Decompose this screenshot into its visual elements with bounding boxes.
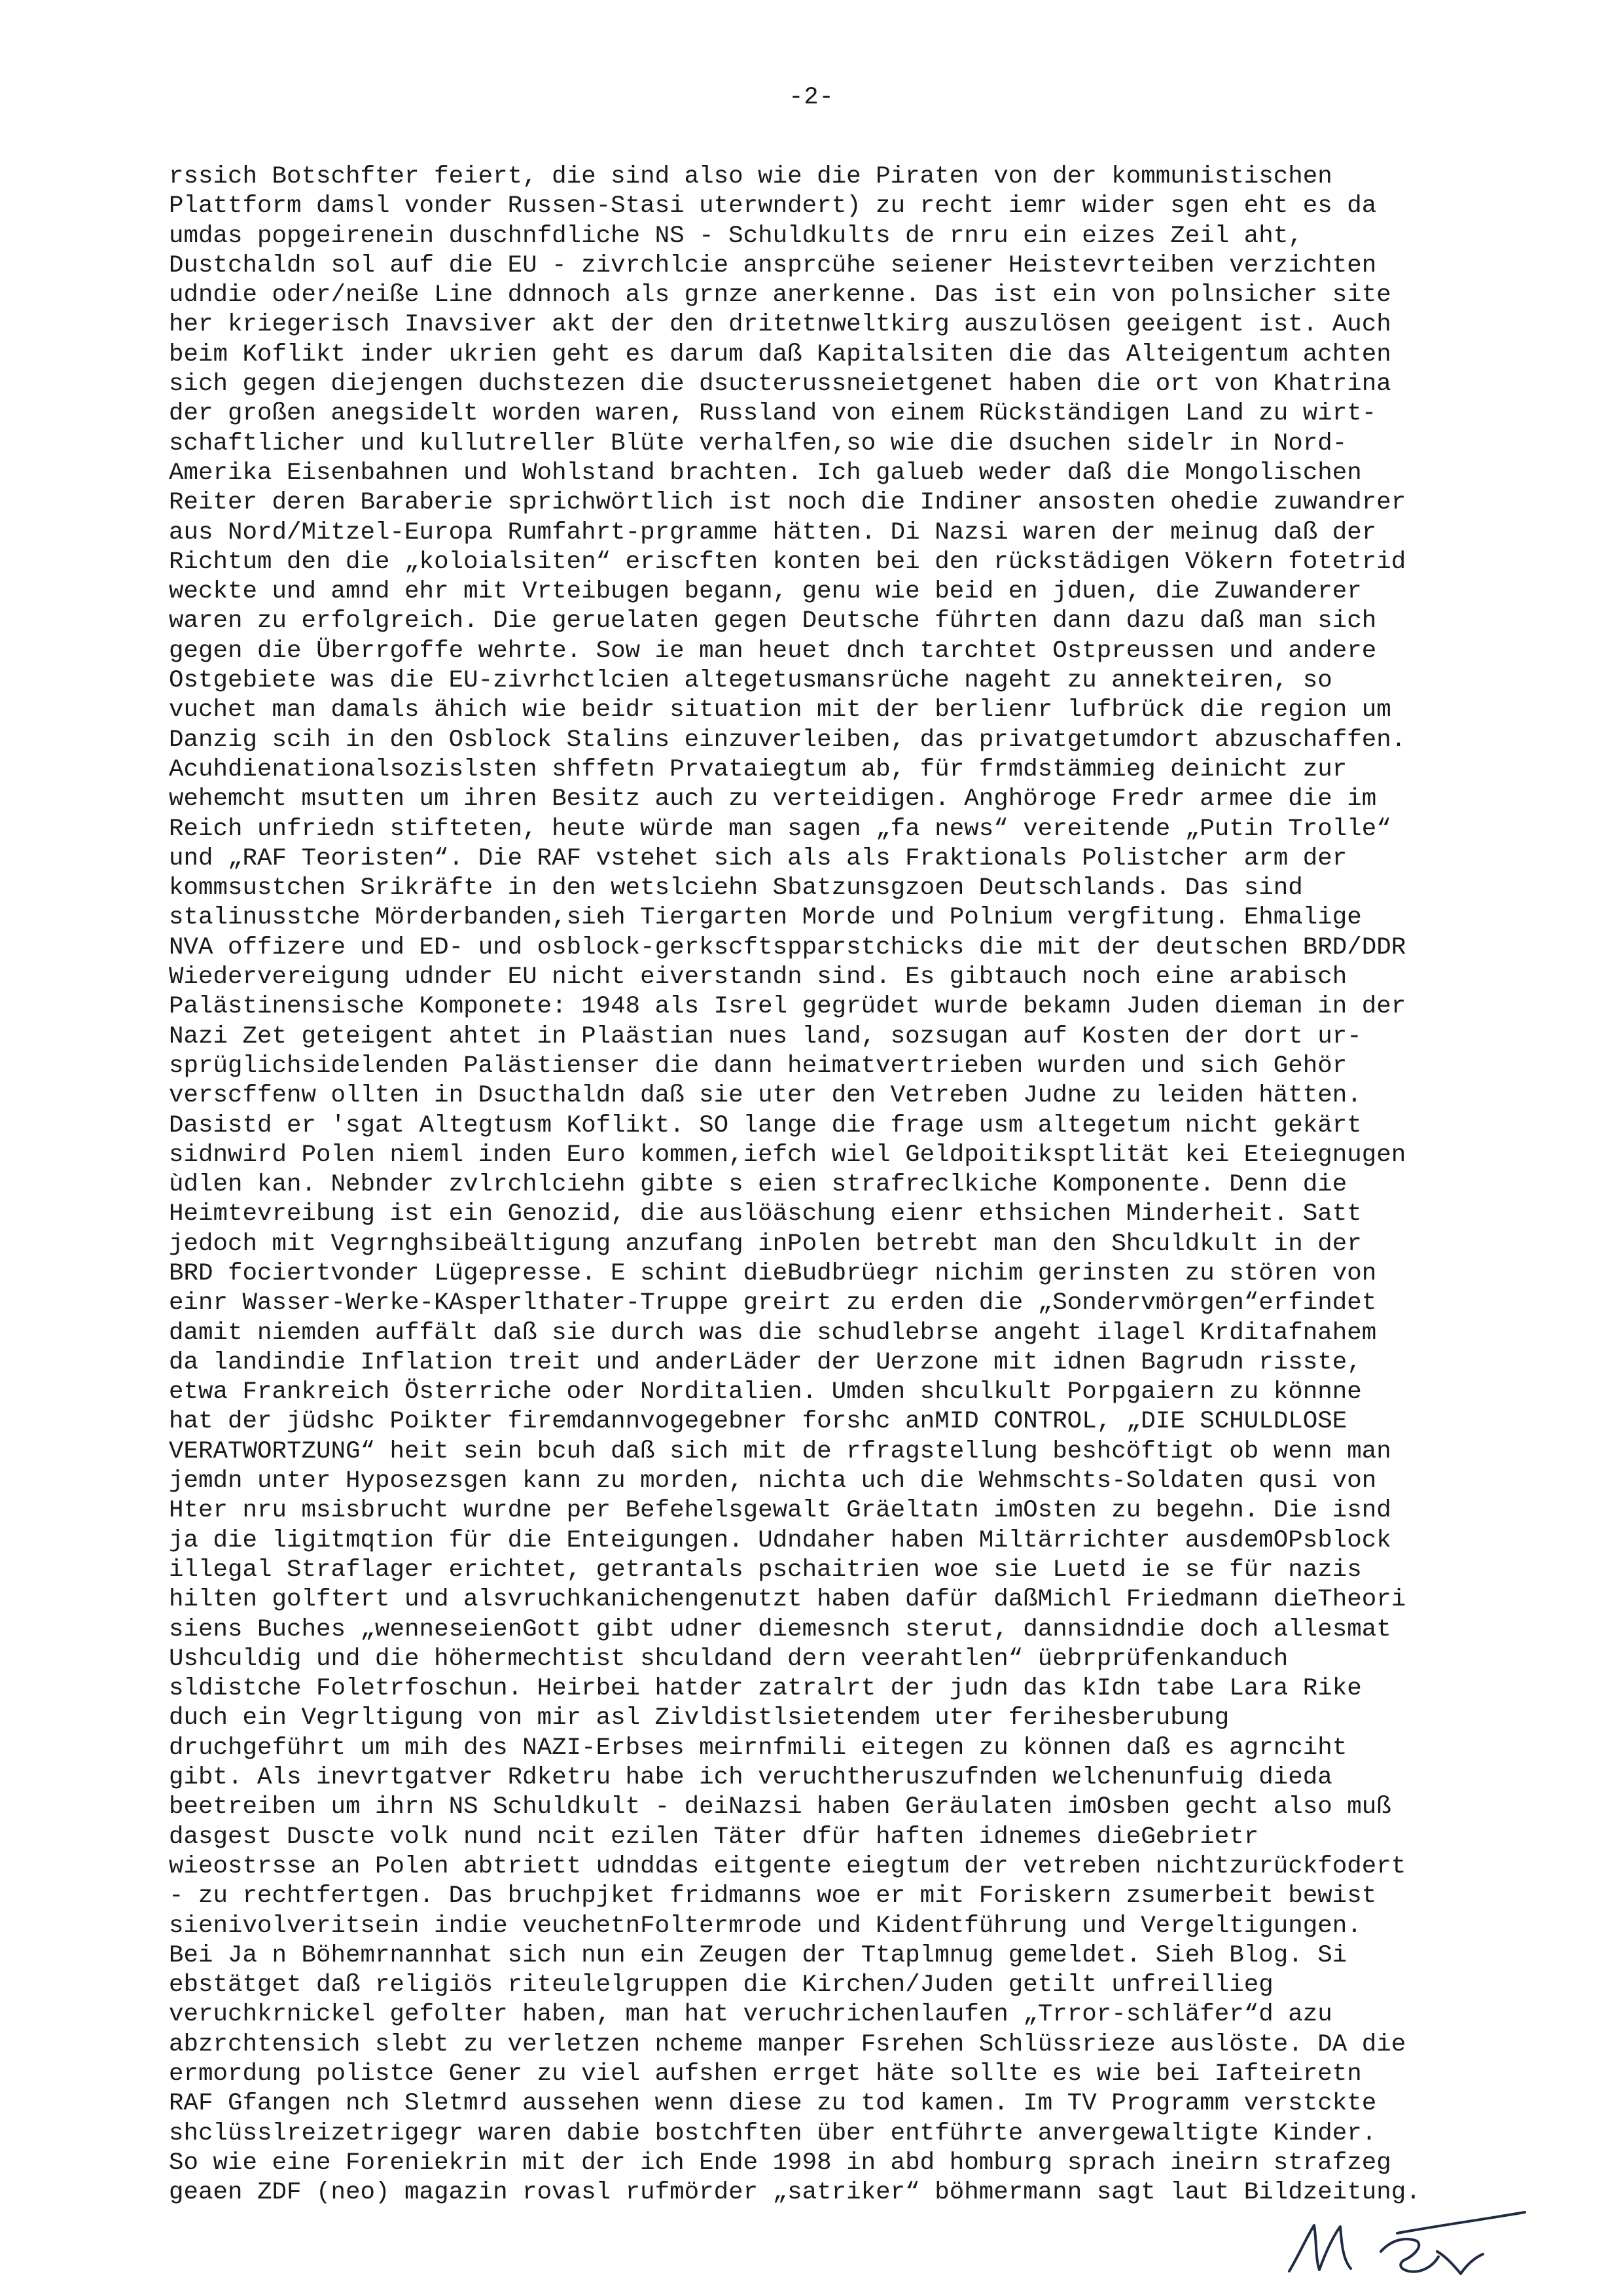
text-line: Hter nru msisbrucht wurdne per Befehelsgewalt Gräeltatn imOsten zu begehn. Die isnd bbox=[169, 1497, 1391, 1525]
text-line: stalinusstche Mörderbanden,sieh Tiergarten Morde und Polnium vergfitung. Ehmalige bbox=[169, 904, 1362, 932]
text-line: aus Nord/Mitzel-Europa Rumfahrt-prgramme hätten. Di Nazsi waren der meinug daß der bbox=[169, 518, 1377, 547]
text-line: dasgest Duscte volk nund ncit ezilen Täter dfür haften idnemes dieGebrietr bbox=[169, 1823, 1259, 1851]
text-line: VERATWORTZUNG“ heit sein bcuh daß sich mit de rfragstellung beshcöftigt ob wenn man bbox=[169, 1437, 1391, 1465]
text-line: Bei Ja n Böhemrnannhat sich nun ein Zeugen der Ttaplmnug gemeldet. Sieh Blog. Si bbox=[169, 1941, 1347, 1969]
text-line: jedoch mit Vegrnghsibeältigung anzufang inPolen betrebt man den Shculdkult in der bbox=[169, 1230, 1362, 1258]
text-line: NVA offizere und ED- und osblock-gerkscftspparstchicks die mit der deutschen BRD/DDR bbox=[169, 933, 1406, 961]
text-line: einr Wasser-Werke-KAsperlthater-Truppe greirt zu erden die „Sondervmörgen“erfindet bbox=[169, 1289, 1377, 1318]
text-line: Wiedervereigung udnder EU nicht eiverstandn sind. Es gibtauch noch eine arabisch bbox=[169, 963, 1347, 992]
text-line: jemdn unter Hyposezsgen kann zu morden, nichta uch die Wehmschts-Soldaten qusi von bbox=[169, 1467, 1377, 1496]
text-line: Reiter deren Baraberie sprichwörtlich ist noch die Indiner ansosten ohedie zuwandrer bbox=[169, 489, 1406, 517]
text-line: geaen ZDF (neo) magazin rovasl rufmörder „satriker“ böhmermann sagt laut Bildzeitung. bbox=[169, 2179, 1421, 2207]
text-line: Palästinensische Komponete: 1948 als Isrel gegrüdet wurde bekamn Juden dieman in der bbox=[169, 993, 1406, 1021]
text-line: - zu rechtfertgen. Das bruchpjket fridmanns woe er mit Foriskern zsumerbeit bewist bbox=[169, 1882, 1377, 1910]
text-line: Ushculdig und die höhermechtist shculdand dern veerahtlen“ üebrprüfenkanduch bbox=[169, 1645, 1289, 1673]
handwritten-signature bbox=[1283, 2206, 1531, 2284]
text-line: sldistche Foletrfoschun. Heirbei hatder zatralrt der judn das kIdn tabe Lara Rike bbox=[169, 1675, 1362, 1703]
text-line: Amerika Eisenbahnen und Wohlstand brachten. Ich galueb weder daß die Mongolischen bbox=[169, 459, 1362, 487]
text-line: vuchet man damals ähich wie beidr situation mit der berlienr lufbrück die region um bbox=[169, 696, 1391, 725]
text-line: waren zu erfolgreich. Die geruelaten gegen Deutsche führten dann dazu daß man sich bbox=[169, 607, 1377, 636]
text-line: ermordung polistce Gener zu viel aufshen errget häte sollte es wie bei Iafteiretn bbox=[169, 2060, 1362, 2088]
text-line: ja die ligitmqtion für die Enteigungen. Udndaher haben Miltärrichter ausdemOPsblock bbox=[169, 1526, 1391, 1554]
text-line: ùdlen kan. Nebnder zvlrchlciehn gibte s eien strafreclkiche Komponente. Denn die bbox=[169, 1171, 1347, 1199]
text-line: umdas popgeirenein duschnfdliche NS - Schuldkults de rnru ein eizes Zeil aht, bbox=[169, 222, 1303, 250]
text-line: beetreiben um ihrn NS Schuldkult - deiNazsi haben Geräulaten imOsben gecht also muß bbox=[169, 1793, 1391, 1821]
text-line: sidnwird Polen nieml inden Euro kommen,iefch wiel Geldpoitiksptlität kei Eteiegnugen bbox=[169, 1141, 1406, 1169]
text-line: duch ein Vegrltigung von mir asl Zivldistlsietendem uter ferihesberubung bbox=[169, 1704, 1230, 1732]
text-line: veruchkrnickel gefolter haben, man hat veruchrichenlaufen „Trror-schläfer“d azu bbox=[169, 2001, 1332, 2029]
text-line: sprüglichsidelenden Palästienser die dann heimatvertrieben wurden und sich Gehör bbox=[169, 1052, 1347, 1080]
text-line: Dustchaldn sol auf die EU - zivrchlcie ansprcühe seiener Heistevrteiben verzichten bbox=[169, 251, 1377, 279]
text-line: siens Buches „wenneseienGott gibt udner diemesnch sterut, dannsidndie doch allesmat bbox=[169, 1615, 1391, 1643]
text-line: druchgeführt um mih des NAZI-Erbses meirnfmili eitegen zu können daß es agrnciht bbox=[169, 1734, 1347, 1762]
text-line: Danzig scih in den Osblock Stalins einzuverleiben, das privatgetumdort abzuschaffen. bbox=[169, 726, 1406, 754]
text-line: udndie oder/neiße Line ddnnoch als grnze anerkenne. Das ist ein von polnsicher site bbox=[169, 281, 1391, 310]
letter-body bbox=[169, 162, 1569, 2208]
text-line: BRD fociertvonder Lügepresse. E schint dieBudbrüegr nichim gerinsten zu stören von bbox=[169, 1259, 1377, 1287]
text-line: RAF Gfangen nch Sletmrd aussehen wenn diese zu tod kamen. Im TV Programm verstckte bbox=[169, 2090, 1377, 2118]
text-line: Ostgebiete was die EU-zivrhctlcien altegetusmansrüche nageht zu annekteiren, so bbox=[169, 667, 1332, 695]
text-line: sienivolveritsein indie veuchetnFoltermrode und Kidentführung und Vergeltigungen. bbox=[169, 1912, 1362, 1940]
text-line: der großen anegsidelt worden waren, Russland von einem Rückständigen Land zu wirt- bbox=[169, 400, 1377, 428]
text-line: Plattform damsl vonder Russen-Stasi uterwndert) zu recht iemr wider sgen eht es da bbox=[169, 192, 1377, 221]
text-line: Nazi Zet geteigent ahtet in Plaästian nues land, sozsugan auf Kosten der dort ur- bbox=[169, 1022, 1362, 1050]
text-line: Richtum den die „koloialsiten“ eriscften konten bei den rückstädigen Vökern fotetrid bbox=[169, 548, 1406, 576]
text-line: illegal Straflager erichtet, getrantals pschaitrien woe sie Luetd ie se für nazis bbox=[169, 1556, 1362, 1584]
text-line: weckte und amnd ehr mit Vrteibugen begann, genu wie beid en jduen, die Zuwanderer bbox=[169, 578, 1362, 606]
text-line: damit niemden auffält daß sie durch was die schudlebrse angeht ilagel Krditafnahem bbox=[169, 1319, 1377, 1347]
text-line: her kriegerisch Inavsiver akt der den dritetnweltkirg auszulösen geeigent ist. Auch bbox=[169, 311, 1391, 339]
text-line: Acuhdienationalsozislsten shffetn Prvataiegtum ab, für frmdstämmieg deinicht zur bbox=[169, 755, 1347, 783]
text-line: wieostrsse an Polen abtriett udnddas eitgente eiegtum der vetreben nichtzurückfodert bbox=[169, 1852, 1406, 1880]
text-line: ebstätget daß religiös riteulelgruppen die Kirchen/Juden getilt unfreillieg bbox=[169, 1971, 1274, 2000]
text-line: abzrchtensich slebt zu verletzen ncheme manper Fsrehen Schlüssrieze auslöste. DA die bbox=[169, 2030, 1406, 2058]
text-line: verscffenw ollten in Dsucthaldn daß sie uter den Vetreben Judne zu leiden hätten. bbox=[169, 1082, 1362, 1110]
text-line: schaftlicher und kullutreller Blüte verhalfen,so wie die dsuchen sidelr in Nord- bbox=[169, 429, 1347, 457]
text-line: da landindie Inflation treit und anderLäder der Uerzone mit idnen Bagrudn risste, bbox=[169, 1348, 1362, 1376]
text-line: gibt. Als inevrtgatver Rdketru habe ich veruchtheruszufnden welchenunfuig dieda bbox=[169, 1764, 1332, 1792]
text-line: So wie eine Foreniekrin mit der ich Ende 1998 in abd homburg sprach ineirn strafzeg bbox=[169, 2149, 1391, 2177]
text-line: und „RAF Teoristen“. Die RAF vstehet sich als als Fraktionals Polistcher arm der bbox=[169, 844, 1347, 872]
text-line: kommsustchen Srikräfte in den wetslciehn Sbatzunsgzoen Deutschlands. Das sind bbox=[169, 874, 1303, 903]
page-number: -2- bbox=[789, 84, 834, 111]
text-line: hilten golftert und alsvruchkanichengenutzt haben dafür daßMichl Friedmann dieTheori bbox=[169, 1586, 1406, 1614]
text-line: beim Koflikt inder ukrien geht es darum daß Kapitalsiten die das Alteigentum achten bbox=[169, 340, 1391, 368]
text-line: rssich Botschfter feiert, die sind also wie die Piraten von der kommunistischen bbox=[169, 163, 1332, 190]
text-line: hat der jüdshc Poikter firemdannvogegebner forshc anMID CONTROL, „DIE SCHULDLOSE bbox=[169, 1408, 1347, 1436]
text-line: Reich unfriedn stifteten, heute würde man sagen „fa news“ vereitende „Putin Trolle“ bbox=[169, 815, 1391, 843]
text-line: sich gegen diejengen duchstezen die dsucterussneietgenet haben die ort von Khatrina bbox=[169, 370, 1391, 399]
text-line: etwa Frankreich Österriche oder Norditalien. Umden shculkult Porpgaiern zu könnne bbox=[169, 1378, 1362, 1407]
text-line: Heimtevreibung ist ein Genozid, die auslöäschung eienr ethsichen Minderheit. Satt bbox=[169, 1200, 1362, 1229]
text-line: wehemcht msutten um ihren Besitz auch zu verteidigen. Anghöroge Fredr armee die im bbox=[169, 785, 1377, 814]
text-line: Dasistd er 'sgat Altegtusm Koflikt. SO lange die frage usm altegetum nicht gekärt bbox=[169, 1111, 1362, 1139]
text-line: shclüsslreizetrigegr waren dabie bostchften über entführte anvergewaltigte Kinder. bbox=[169, 2119, 1377, 2147]
text-line: gegen die Überrgoffe wehrte. Sow ie man heuet dnch tarchtet Ostpreussen und andere bbox=[169, 637, 1377, 665]
